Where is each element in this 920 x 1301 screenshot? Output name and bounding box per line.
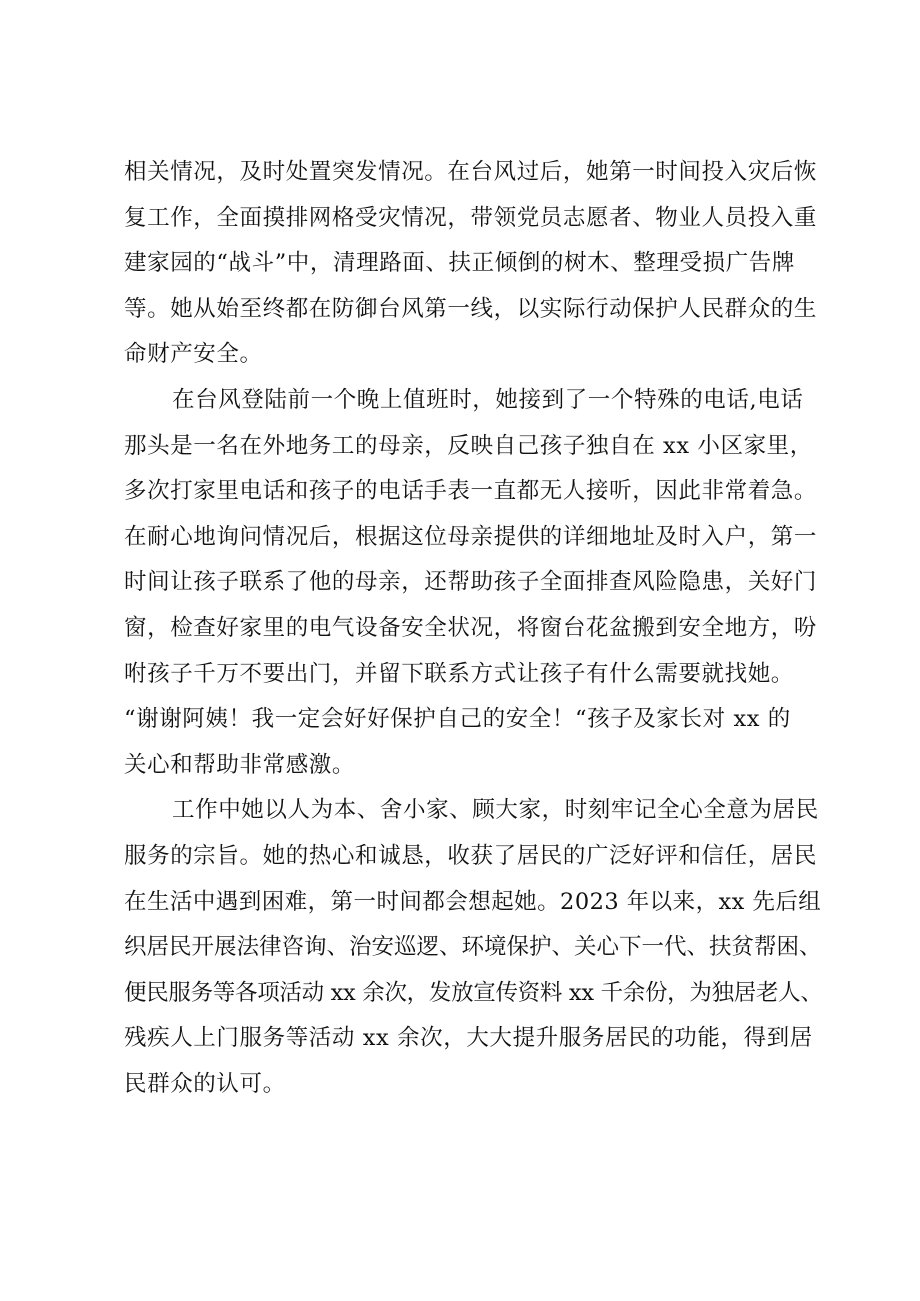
paragraph-3-line-2: 服务的宗旨。她的热心和诚恳，收获了居民的广泛好评和信任，居民 <box>124 842 818 869</box>
paragraph-1-line-3: 建家园的“战斗”中，清理路面、扶正倾倒的树木、整理受损广告牌 <box>124 250 796 277</box>
paragraph-1-line-2: 复工作，全面摸排网格受灾情况，带领党员志愿者、物业人员投入重 <box>124 204 818 231</box>
paragraph-2-line-7: 咐孩子千万不要出门，并留下联系方式让孩子有什么需要就找她。 <box>124 660 794 687</box>
paragraph-1-line-4: 等。她从始至终都在防御台风第一线，以实际行动保护人民群众的生 <box>124 295 818 322</box>
paragraph-1-line-1: 相关情况，及时处置突发情况。在台风过后，她第一时间投入灾后恢 <box>124 159 818 185</box>
paragraph-2-line-5: 时间让孩子联系了他的母亲，还帮助孩子全面排查风险隐患，关好门 <box>124 569 818 596</box>
document-body <box>124 150 824 1107</box>
paragraph-2-line-6: 窗，检查好家里的电气设备安全状况，将窗台花盆搬到安全地方，吩 <box>124 614 818 641</box>
paragraph-2-line-4: 在耐心地询问情况后，根据这位母亲提供的详细地址及时入户，第一 <box>124 523 818 550</box>
paragraph-2-line-2: 那头是一名在外地务工的母亲，反映自己孩子独自在 xx 小区家里， <box>124 432 813 459</box>
paragraph-3-line-7: 民群众的认可。 <box>124 1070 286 1097</box>
paragraph-2-line-9: 关心和帮助非常感激。 <box>124 751 356 778</box>
paragraph-3-line-1: 工作中她以人为本、舍小家、顾大家，时刻牢记全心全意为居民 <box>172 797 819 824</box>
paragraph-3-line-5: 便民服务等各项活动 xx 余次，发放宣传资料 xx 千余份，为独居老人、 <box>124 979 823 1006</box>
paragraph-2-line-3: 多次打家里电话和孩子的电话手表一直都无人接听，因此非常着急。 <box>124 478 818 505</box>
paragraph-2-line-1: 在台风登陆前一个晚上值班时，她接到了一个特殊的电话,电话 <box>172 386 804 413</box>
paragraph-3-line-4: 织居民开展法律咨询、治安巡逻、环境保护、关心下一代、扶贫帮困、 <box>124 934 822 961</box>
paragraph-1-line-5: 命财产安全。 <box>124 341 263 368</box>
paragraph-3-line-6: 残疾人上门服务等活动 xx 余次，大大提升服务居民的功能，得到居 <box>124 1025 813 1052</box>
paragraph-3-line-3: 在生活中遇到困难，第一时间都会想起她。2023 年以来，xx 先后组 <box>124 888 822 915</box>
paragraph-2-line-8: “谢谢阿姨！我一定会好好保护自己的安全！“孩子及家长对 xx 的 <box>124 706 791 733</box>
